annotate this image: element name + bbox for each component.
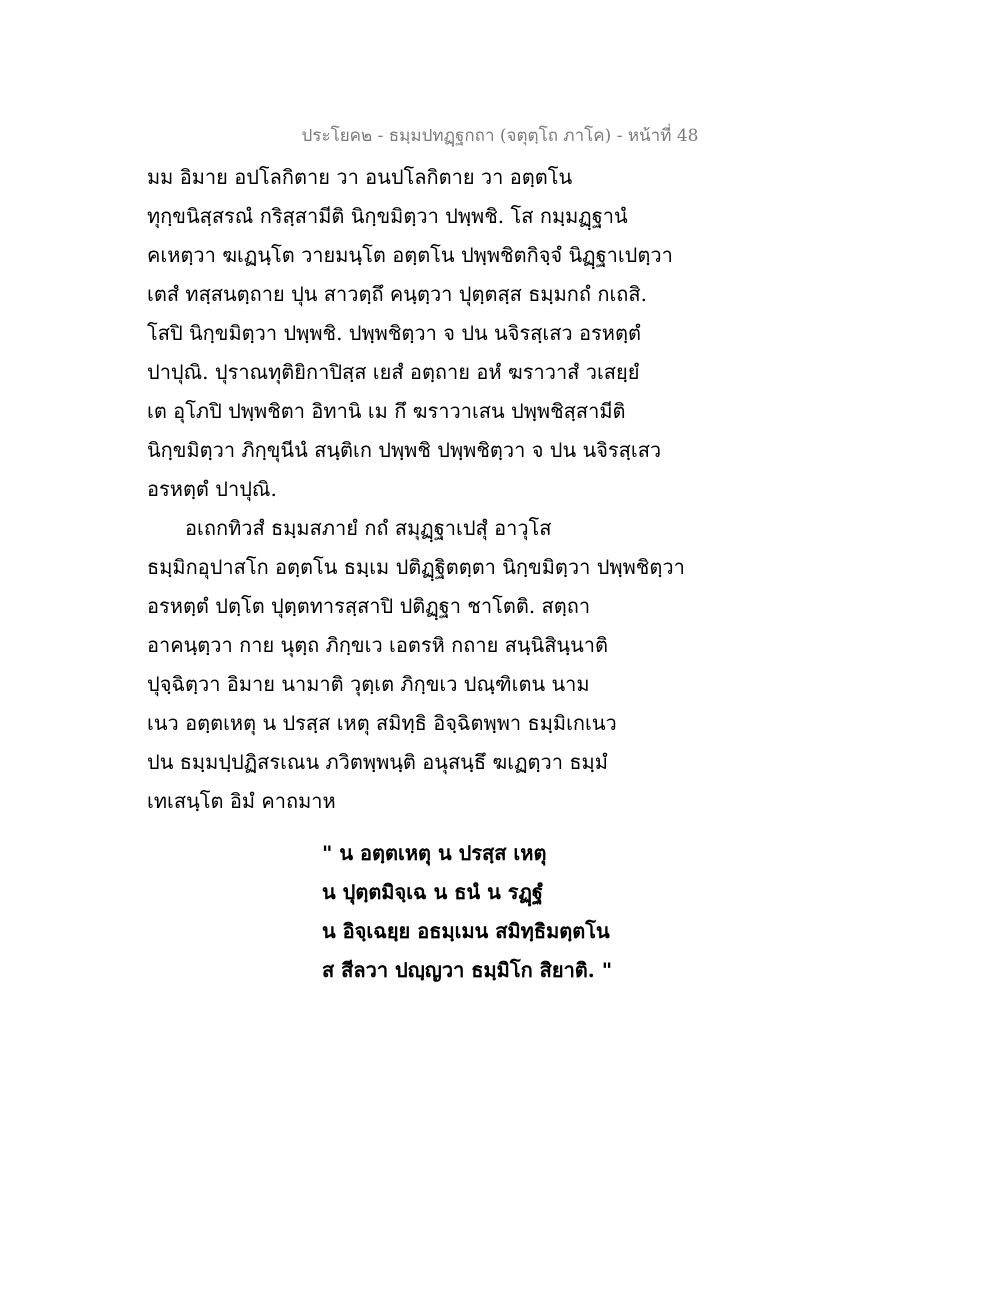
text-line: เตสํ ทสฺสนตฺถาย ปุน สาวตฺถึ คนฺตฺวา ปุตฺตสฺส ธมฺมกถํ กเถสิ. <box>147 282 647 306</box>
verse-line: ส สีลวา ปญฺญวา ธมฺมิโก สิยาติ. " <box>322 958 613 982</box>
text-line: เนว อตฺตเหตุ น ปรสฺส เหตุ สมิทฺธิ อิจฺฉิตพฺพา ธมฺมิเกเนว <box>147 711 617 735</box>
verse-line: " น อตฺตเหตุ น ปรสฺส เหตุ <box>322 841 547 865</box>
page-header: ประโยค๒ - ธมฺมปทฏฺฐกถา (จตุตฺโถ ภาโค) - หน้าที่ 48 <box>301 126 699 146</box>
text-line: ทุกฺขนิสฺสรณํ กริสฺสามีติ นิกฺขมิตฺวา ปพฺพชิ. โส กมฺมฏฺฐานํ <box>147 204 628 228</box>
text-line: มม อิมาย อปโลกิตาย วา อนปโลกิตาย วา อตฺตโน <box>147 165 573 189</box>
text-line: อรหตฺตํ ปตฺโต ปุตฺตทารสฺสาปิ ปติฏฺฐา ชาโตติ. สตฺถา <box>147 594 591 618</box>
text-line: โสปิ นิกฺขมิตฺวา ปพฺพชิ. ปพฺพชิตฺวา จ ปน นจิรสฺเสว อรหตฺตํ <box>147 321 641 345</box>
verse-line: น อิจฺเฉยฺย อธมฺเมน สมิทฺธิมตฺตโน <box>322 919 610 943</box>
text-line: ธมฺมิกอุปาสโก อตฺตโน ธมฺเม ปติฏฺฐิตตฺตา นิกฺขมิตฺวา ปพฺพชิตฺวา <box>147 555 685 579</box>
text-line: อรหตฺตํ ปาปุณิ. <box>147 477 277 501</box>
text-line: อเถกทิวสํ ธมฺมสภายํ กถํ สมุฏฺฐาเปสุํ อาวุโส <box>185 516 552 540</box>
text-line: เต อุโภปิ ปพฺพชิตา อิทานิ เม กึ ฆราวาเสน ปพฺพชิสฺสามีติ <box>147 399 626 423</box>
text-line: นิกฺขมิตฺวา ภิกฺขุนีนํ สนฺติเก ปพฺพชิ ปพฺพชิตฺวา จ ปน นจิรสฺเสว <box>147 438 662 462</box>
text-line: ปาปุณิ. ปุราณทุติยิกาปิสฺส เยสํ อตฺถาย อหํ ฆราวาสํ วเสยฺยํ <box>147 360 640 384</box>
paragraph-2 <box>147 509 707 821</box>
paragraph-1 <box>147 158 707 509</box>
text-line: เทเสนฺโต อิมํ คาถมาห <box>147 789 336 813</box>
verse-line: น ปุตฺตมิจฺเฉ น ธนํ น รฏฺฐํ <box>322 880 543 904</box>
text-line: คเหตฺวา ฆเฏนฺโต วายมนฺโต อตฺตโน ปพฺพชิตกิจฺจํ นิฏฺฐาเปตฺวา <box>147 243 673 267</box>
verse-block <box>322 834 742 990</box>
text-line: ปน ธมฺมปฺปฏิสรเณน ภวิตพฺพนฺติ อนุสนฺธึ ฆเฏตฺวา ธมฺมํ <box>147 750 608 774</box>
body-text <box>147 158 707 821</box>
text-line: ปุจฺฉิตฺวา อิมาย นามาติ วุตฺเต ภิกฺขเว ปณฺฑิเตน นาม <box>147 672 590 696</box>
text-line: อาคนฺตฺวา กาย นุตฺถ ภิกฺขเว เอตรหิ กถาย สนฺนิสินฺนาติ <box>147 633 608 657</box>
